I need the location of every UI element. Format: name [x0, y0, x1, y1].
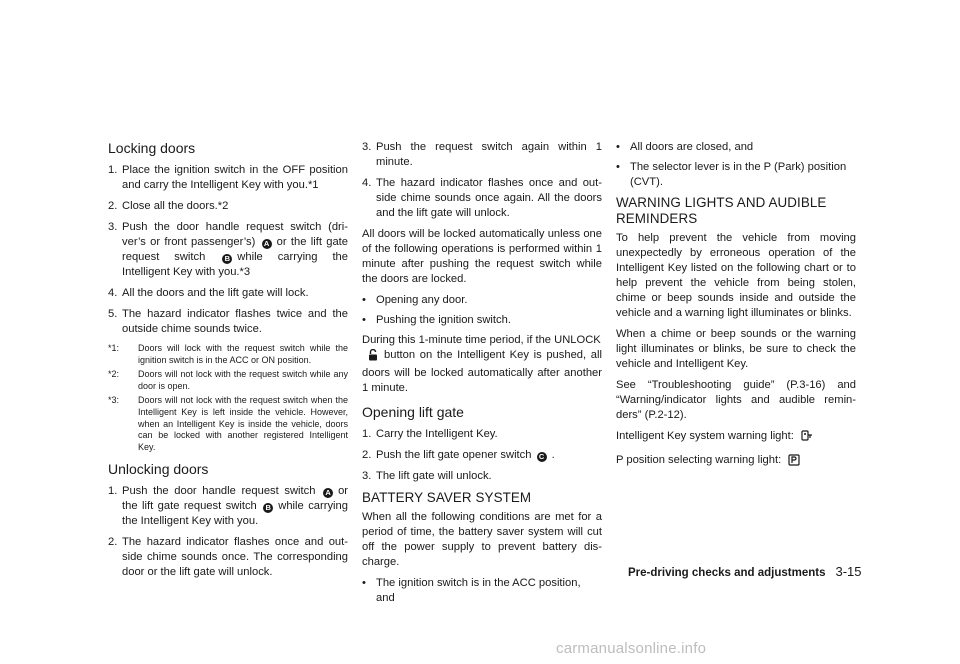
p-position-warning-icon	[788, 454, 800, 471]
page-footer	[628, 564, 862, 579]
list-item: 2. Push the lift gate opener switch C .	[362, 449, 555, 461]
warning-paragraph-1: To help prevent the vehicle from moving unexpectedly by erroneous operation of the Intelligent Key listed on the following chart or to help prevent the vehicle from being stolen, chime or beep sounds inside and outside the vehicle and a warning light illuminates or blinks.	[616, 232, 856, 319]
list-item: 2. Close all the doors.*2	[108, 200, 229, 212]
bullet-item: • The selector lever is in the P (Park) position (CVT).	[616, 161, 847, 188]
list-item: 1. Place the ignition switch in the OFF position and carry the Intelligent Key with you.*1	[108, 164, 348, 191]
list-item: 4. All the doors and the lift gate will lock.	[108, 287, 309, 299]
callout-b-badge: B	[263, 503, 273, 513]
locking-steps-continued	[362, 140, 602, 221]
list-item: 3. Push the request switch again within 1 minute.	[362, 141, 602, 168]
opening-lift-gate-heading: Opening lift gate	[362, 404, 464, 420]
column-2	[362, 140, 602, 611]
list-item: 5. The hazard indicator flashes twice and the outside chime sounds twice.	[108, 308, 348, 335]
warning-paragraph-3: See “Troubleshooting guide” (P.3-16) and “Warning/indicator lights and audible remin-ders” (P.2-12).	[616, 379, 856, 421]
footnote: *1: Doors will lock with the request switch while the ignition switch is in the ACC or ON position.	[108, 343, 348, 365]
list-item: 1. Carry the Intelligent Key.	[362, 428, 498, 440]
unlock-key-icon	[368, 349, 378, 366]
warning-lights-heading: WARNING LIGHTS AND AUDIBLE REMINDERS	[616, 195, 827, 226]
section-title: Pre-driving checks and adjustments	[628, 567, 826, 579]
unlocking-steps	[108, 484, 348, 580]
locking-doors-heading: Locking doors	[108, 140, 196, 156]
unlock-button-paragraph: During this 1-minute time period, if the UNLOCK button on the Intelligent Key is pushed, all doors will be locked automatically after another 1 minute.	[362, 334, 602, 394]
list-item: 3. Push the door handle request switch (dri-ver’s or front passenger’s) A or the lift gate request switch B while carrying the Intelligent Key with you.*3	[108, 221, 348, 278]
auto-lock-paragraph: All doors will be locked automatically unless one of the following operations is performed within 1 minute after pushing the request switch while the doors are locked.	[362, 228, 602, 285]
warning-paragraph-2: When a chime or beep sounds or the warning light illuminates or blinks, be sure to check the vehicle and Intelligent Key.	[616, 328, 856, 370]
column-3	[616, 140, 856, 477]
bullet-item: • The ignition switch is in the ACC position, and	[362, 577, 581, 604]
intelligent-key-warning-icon	[801, 430, 813, 447]
list-item: 3. The lift gate will unlock.	[362, 470, 492, 482]
battery-saver-heading: BATTERY SAVER SYSTEM	[362, 490, 532, 505]
callout-b-badge: B	[222, 254, 232, 264]
list-item: 4. The hazard indicator flashes once and out-side chime sounds once again. All the doors and the lift gate will unlock.	[362, 177, 602, 219]
list-item: 1. Push the door handle request switch A or the lift gate request switch B while carrying the Intelligent Key with you.	[108, 485, 349, 528]
ikey-warning-line: Intelligent Key system warning light:	[616, 429, 856, 447]
footnote: *3: Doors will not lock with the request switch when the Intelligent Key is left inside the vehicle. However, when an Intelligent Key is inside the vehicle, doors can be locked with another registered Intelligent Key.	[108, 395, 348, 452]
callout-a-badge: A	[262, 239, 272, 249]
lift-gate-steps	[362, 427, 602, 484]
column-1	[108, 140, 348, 586]
bullet-item: • Opening any door.	[362, 294, 468, 306]
bullet-item: • All doors are closed, and	[616, 141, 754, 153]
locking-notes	[108, 343, 348, 453]
unlocking-doors-heading: Unlocking doors	[108, 461, 209, 478]
callout-a-badge: A	[323, 488, 333, 498]
callout-c-badge: C	[537, 452, 547, 462]
list-item: 2. The hazard indicator flashes once and out-side chime sounds once. The corresponding door or the lift gate will unlock.	[108, 536, 348, 579]
footnote: *2: Doors will not lock with the request switch while any door is open.	[108, 369, 348, 391]
battery-saver-paragraph: When all the following conditions are met for a period of time, the battery saver system will cut off the power supply to prevent battery dis-charge.	[362, 511, 602, 568]
watermark: carmanualsonline.info	[556, 640, 707, 657]
page-number: 3-15	[835, 564, 862, 579]
locking-steps	[108, 163, 348, 337]
bullet-item: • Pushing the ignition switch.	[362, 314, 511, 326]
p-position-warning-line: P position selecting warning light:	[616, 453, 856, 471]
